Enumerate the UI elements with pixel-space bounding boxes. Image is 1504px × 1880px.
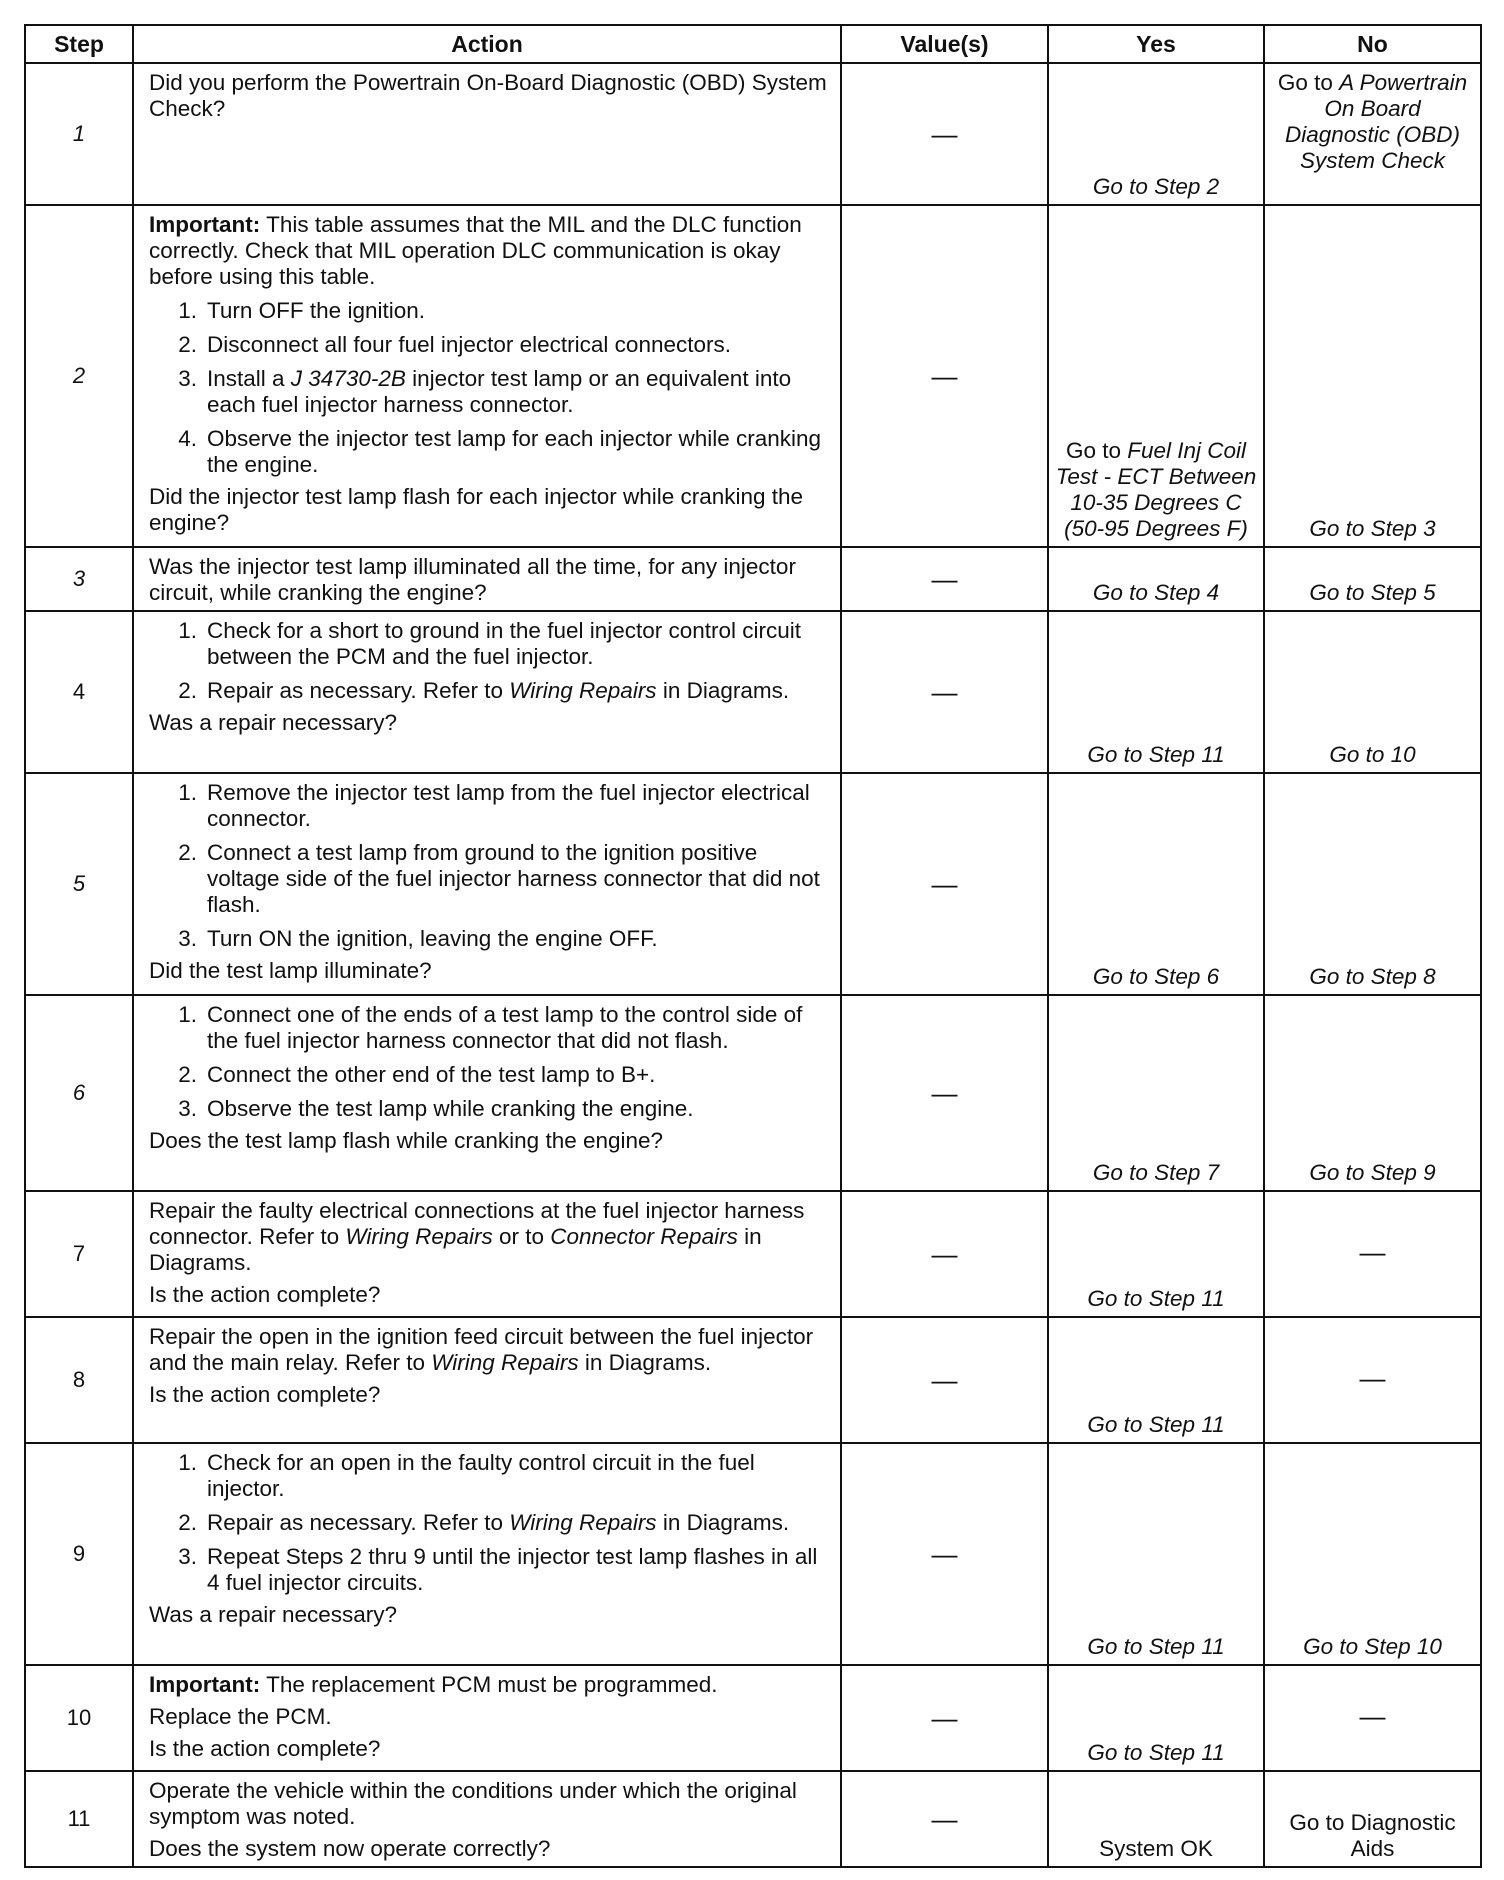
important-note	[149, 212, 834, 290]
no-link[interactable]: A Powertrain On Board Diagnostic (OBD) System Check	[1284, 70, 1468, 173]
item-text: Repeat Steps 2 thru 9 until the injector test lamp flashes in all 4 fuel injector circuits.	[207, 1544, 818, 1595]
item-text	[207, 366, 834, 418]
yes-prefix: Go to	[1065, 438, 1128, 463]
item-number: 2.	[178, 332, 197, 357]
step-number: 11	[25, 1771, 133, 1867]
item-text: Check for a short to ground in the fuel injector control circuit between the PCM and the fuel injector.	[207, 618, 802, 669]
no-cell[interactable]: Go to Step 8	[1264, 773, 1481, 995]
table-row	[25, 995, 1481, 1191]
action-cell	[133, 1665, 841, 1771]
item-text	[207, 1510, 834, 1536]
item-text: Remove the injector test lamp from the fuel injector electrical connector.	[207, 780, 810, 831]
important-label: Important:	[149, 1672, 261, 1697]
list-item	[149, 1544, 834, 1596]
action-question: Did the test lamp illuminate?	[149, 958, 432, 983]
no-cell[interactable]: Go to Diagnostic Aids	[1264, 1771, 1481, 1867]
no-cell[interactable]: Go to Step 9	[1264, 995, 1481, 1191]
item-number: 1.	[178, 298, 197, 323]
value-cell: —	[841, 547, 1048, 611]
list-item	[149, 1510, 834, 1536]
reference-link[interactable]: Wiring Repairs	[509, 1510, 657, 1535]
step-number: 10	[25, 1665, 133, 1771]
item-text: Turn OFF the ignition.	[207, 298, 426, 323]
tool-reference: J 34730-2B	[290, 366, 406, 391]
value-cell: —	[841, 773, 1048, 995]
item-text: Turn ON the ignition, leaving the engine OFF.	[207, 926, 658, 951]
item-number: 2.	[178, 1510, 197, 1535]
paragraph-text-e: in Diagrams.	[149, 1224, 762, 1275]
yes-cell[interactable]: Go to Step 11	[1048, 1191, 1264, 1317]
list-item	[149, 366, 834, 418]
value-cell: —	[841, 1317, 1048, 1443]
action-question: Did you perform the Powertrain On-Board Diagnostic (OBD) System Check?	[149, 70, 827, 121]
step-number: 1	[25, 63, 133, 205]
item-text-a: Repair as necessary. Refer to	[207, 678, 510, 703]
no-cell: —	[1264, 1191, 1481, 1317]
table-row	[25, 1191, 1481, 1317]
action-cell	[133, 1443, 841, 1665]
header-step: Step	[25, 25, 133, 63]
value-cell: —	[841, 611, 1048, 773]
no-cell: —	[1264, 1317, 1481, 1443]
step-number: 7	[25, 1191, 133, 1317]
reference-link[interactable]: Connector Repairs	[550, 1224, 738, 1249]
list-item	[149, 1062, 834, 1088]
list-item	[149, 926, 834, 952]
item-number: 3.	[178, 1544, 197, 1569]
item-text-c: injector test lamp or an equivalent into each fuel injector harness connector.	[207, 366, 792, 417]
no-prefix: Go to	[1277, 70, 1340, 95]
item-text: Observe the injector test lamp for each injector while cranking the engine.	[207, 426, 822, 477]
list-item	[149, 1096, 834, 1122]
table-row	[25, 205, 1481, 547]
header-yes: Yes	[1048, 25, 1264, 63]
header-no: No	[1264, 25, 1481, 63]
value-cell: —	[841, 1443, 1048, 1665]
yes-cell: Go to Step 2	[1048, 63, 1264, 205]
value-cell: —	[841, 1191, 1048, 1317]
action-question: Was a repair necessary?	[149, 1602, 398, 1627]
item-number: 3.	[178, 1096, 197, 1121]
paragraph-text-a: Repair the open in the ignition feed circuit between the fuel injector and the main relay. Refer to	[149, 1324, 814, 1375]
action-question: Is the action complete?	[149, 1382, 381, 1407]
list-item	[149, 332, 834, 358]
value-cell: —	[841, 205, 1048, 547]
list-item	[149, 426, 834, 478]
action-paragraph: Replace the PCM.	[149, 1704, 332, 1729]
action-question: Was a repair necessary?	[149, 710, 398, 735]
action-paragraph: Operate the vehicle within the conditions under which the original symptom was noted.	[149, 1778, 797, 1829]
no-cell[interactable]: Go to Step 5	[1264, 547, 1481, 611]
no-cell: —	[1264, 1665, 1481, 1771]
header-values: Value(s)	[841, 25, 1048, 63]
item-number: 1.	[178, 780, 197, 805]
no-cell[interactable]: Go to Step 10	[1264, 1443, 1481, 1665]
yes-cell[interactable]: Go to Step 11	[1048, 1443, 1264, 1665]
paragraph-text-c: in Diagrams.	[578, 1350, 712, 1375]
table-row	[25, 63, 1481, 205]
reference-link[interactable]: Wiring Repairs	[345, 1224, 493, 1249]
step-number: 4	[25, 611, 133, 773]
item-number: 1.	[178, 1002, 197, 1027]
header-action: Action	[133, 25, 841, 63]
table-row	[25, 1771, 1481, 1867]
action-paragraph	[149, 1324, 834, 1376]
item-text-a: Repair as necessary. Refer to	[207, 1510, 510, 1535]
item-number: 4.	[178, 426, 197, 451]
action-question: Was the injector test lamp illuminated all the time, for any injector circuit, while cranking the engine?	[149, 554, 796, 605]
action-cell	[133, 63, 841, 205]
item-text: Observe the test lamp while cranking the engine.	[207, 1096, 694, 1121]
no-cell[interactable]: Go to 10	[1264, 611, 1481, 773]
item-number: 3.	[178, 926, 197, 951]
item-number: 2.	[178, 678, 197, 703]
important-label: Important:	[149, 212, 261, 237]
no-cell[interactable]: Go to Step 3	[1264, 205, 1481, 547]
action-cell	[133, 1317, 841, 1443]
reference-link[interactable]: Wiring Repairs	[431, 1350, 579, 1375]
table-row	[25, 1317, 1481, 1443]
step-number: 5	[25, 773, 133, 995]
action-question: Is the action complete?	[149, 1736, 381, 1761]
table-row	[25, 611, 1481, 773]
list-item	[149, 298, 834, 324]
action-cell	[133, 773, 841, 995]
action-cell	[133, 611, 841, 773]
item-number: 2.	[178, 840, 197, 865]
important-note	[149, 1672, 834, 1698]
paragraph-text-a: Repair the faulty electrical connections at the fuel injector harness connector. Refer to	[149, 1198, 805, 1249]
diagnostic-table	[24, 24, 1482, 1868]
item-text: Disconnect all four fuel injector electrical connectors.	[207, 332, 731, 357]
header-row	[25, 25, 1481, 63]
item-text: Connect the other end of the test lamp to B+.	[207, 1062, 656, 1087]
action-question: Does the system now operate correctly?	[149, 1836, 551, 1861]
step-number: 2	[25, 205, 133, 547]
item-text: Connect one of the ends of a test lamp to the control side of the fuel injector harness connector that did not flash.	[207, 1002, 803, 1053]
action-cell	[133, 1191, 841, 1317]
item-number: 2.	[178, 1062, 197, 1087]
action-question: Did the injector test lamp flash for each injector while cranking the engine?	[149, 484, 804, 535]
value-cell: —	[841, 1665, 1048, 1771]
no-cell	[1264, 63, 1481, 205]
yes-cell[interactable]: Go to Step 11	[1048, 1665, 1264, 1771]
value-cell: —	[841, 63, 1048, 205]
paragraph-text-c: or to	[492, 1224, 551, 1249]
value-cell: —	[841, 995, 1048, 1191]
action-cell	[133, 995, 841, 1191]
yes-link[interactable]: Fuel Inj Coil Test - ECT Between 10-35 Degrees C (50-95 Degrees F)	[1055, 438, 1257, 541]
list-item	[149, 1450, 834, 1502]
action-paragraph	[149, 1198, 834, 1276]
table-row	[25, 547, 1481, 611]
item-number: 1.	[178, 1450, 197, 1475]
table-row	[25, 773, 1481, 995]
item-text	[207, 678, 834, 704]
list-item	[149, 1002, 834, 1054]
value-cell: —	[841, 1771, 1048, 1867]
item-number: 1.	[178, 618, 197, 643]
reference-link[interactable]: Wiring Repairs	[509, 678, 657, 703]
item-text-c: in Diagrams.	[656, 1510, 790, 1535]
table-row	[25, 1443, 1481, 1665]
item-number: 3.	[178, 366, 197, 391]
list-item	[149, 678, 834, 704]
step-number: 6	[25, 995, 133, 1191]
yes-cell[interactable]: Go to Step 11	[1048, 1317, 1264, 1443]
action-question: Is the action complete?	[149, 1282, 381, 1307]
action-cell	[133, 205, 841, 547]
yes-cell	[1048, 205, 1264, 547]
step-number: 3	[25, 547, 133, 611]
yes-cell: System OK	[1048, 1771, 1264, 1867]
important-text: This table assumes that the MIL and the DLC function correctly. Check that MIL operation DLC communication is okay before using this table.	[149, 212, 802, 289]
diagnostic-table-page	[24, 24, 1480, 1868]
item-text: Connect a test lamp from ground to the ignition positive voltage side of the fuel injector harness connector that did not flash.	[207, 840, 820, 917]
item-text-a: Install a	[207, 366, 291, 391]
list-item	[149, 618, 834, 670]
yes-cell[interactable]: Go to Step 7	[1048, 995, 1264, 1191]
list-item	[149, 840, 834, 918]
action-cell	[133, 547, 841, 611]
action-cell	[133, 1771, 841, 1867]
yes-cell[interactable]: Go to Step 11	[1048, 611, 1264, 773]
step-number: 8	[25, 1317, 133, 1443]
item-text: Check for an open in the faulty control circuit in the fuel injector.	[207, 1450, 755, 1501]
important-text: The replacement PCM must be programmed.	[260, 1672, 718, 1697]
item-text-c: in Diagrams.	[656, 678, 790, 703]
yes-cell[interactable]: Go to Step 6	[1048, 773, 1264, 995]
list-item	[149, 780, 834, 832]
yes-cell[interactable]: Go to Step 4	[1048, 547, 1264, 611]
table-row	[25, 1665, 1481, 1771]
step-number: 9	[25, 1443, 133, 1665]
action-question: Does the test lamp flash while cranking the engine?	[149, 1128, 664, 1153]
